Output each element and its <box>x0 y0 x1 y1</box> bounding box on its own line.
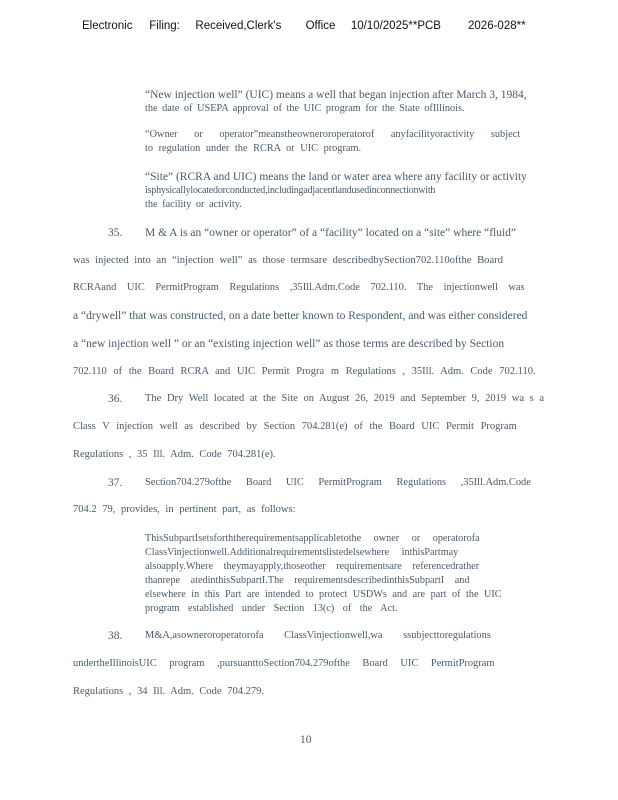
definition-owner-operator <box>145 128 547 156</box>
paragraph-line: Regulations , 34 Ill. Adm. Code 704.279. <box>73 686 264 697</box>
paragraph-line: M & A is an “owner or operator” of a “facility” located on a “site” where “fluid” <box>145 227 517 239</box>
definition-line: “New injection well” (UIC) means a well that began injection after March 3, 1984, <box>145 89 527 101</box>
header-part: 10/10/2025**PCB <box>350 20 441 32</box>
paragraph-line: 704.2 79, provides, in pertinent part, as follows: <box>73 504 296 515</box>
quote-line: ThisSubpartIsetsforththerequirementsapplicabletothe owner or operatorofa <box>145 533 480 544</box>
definition-line: to regulation under the RCRA or UIC program. <box>145 143 362 154</box>
quote-line: program established under Section 13(c) of the Act. <box>145 603 398 614</box>
filing-header <box>82 20 526 32</box>
header-part: Electronic <box>82 20 133 32</box>
definition-line: isphysicallylocatedorconducted,includingadjacentlandusedinconnectionwith <box>145 185 436 196</box>
paragraph-line: 702.110 of the Board RCRA and UIC Permit Progra m Regulations , 35Ill. Adm. Code 702.110. <box>73 366 536 377</box>
quote-line: ClassVinjectionwell.Additionalrequirementslistedelsewhere inthisPartmay <box>145 547 459 558</box>
header-part: 2026-028** <box>468 20 526 32</box>
paragraph-number: 36. <box>108 393 123 405</box>
paragraph-line: a “drywell” that was constructed, on a date better known to Respondent, and was either considered <box>73 310 528 322</box>
paragraph-line: M&A,asowneroroperatorofa ClassVinjectionwell,wa ssubjecttoregulations <box>145 630 491 641</box>
paragraph-number: 38. <box>108 630 123 642</box>
quote-line: thanrepe atedinthisSubpartI.The requirementsdescribedinthisSubpartI and <box>145 575 470 586</box>
definition-line: the facility or activity. <box>145 199 242 210</box>
definition-new-injection-well <box>145 88 547 116</box>
quote-line: elsewhere in this Part are intended to protect USDWs and are part of the UIC <box>145 589 502 600</box>
paragraph-line: Regulations , 35 Ill. Adm. Code 704.281(e). <box>73 449 276 460</box>
paragraph-line: a “new injection well ” or an “existing injection well” as those terms are described by Section <box>73 338 505 350</box>
definition-line: “Site” (RCRA and UIC) means the land or water area where any facility or activity <box>145 171 527 183</box>
header-part: Office <box>305 20 336 32</box>
definition-site <box>145 170 547 212</box>
paragraph-line: Class V injection well as described by Section 704.281(e) of the Board UIC Permit Program <box>73 421 517 432</box>
definition-line: “Owner or operator”meanstheowneroroperatorof anyfacilityoractivity subject <box>145 129 521 140</box>
header-part: Received,Clerk's <box>195 20 282 32</box>
paragraph-number: 35. <box>108 227 123 239</box>
paragraph-number: 37. <box>108 477 123 489</box>
paragraph-line: undertheIllinoisUIC program ,pursuanttoSection704.279ofthe Board UIC PermitProgram <box>73 658 495 669</box>
paragraph-line: The Dry Well located at the Site on August 26, 2019 and September 9, 2019 wa s a <box>145 393 545 404</box>
quote-line: alsoapply.Where theymayapply,thoseother requirementsare referencedrather <box>145 561 480 572</box>
header-part: Filing: <box>149 20 180 32</box>
paragraph-line: was injected into an “injection well” as those termsare describedbySection702.110ofthe Board <box>73 255 503 266</box>
paragraph-line: RCRAand UIC PermitProgram Regulations ,35Ill.Adm.Code 702.110. The injectionwell was <box>73 282 525 293</box>
paragraph-line: Section704.279ofthe Board UIC PermitProgram Regulations ,35Ill.Adm.Code <box>145 477 531 488</box>
block-quote <box>145 532 505 616</box>
definition-line: the date of USEPA approval of the UIC program for the State ofIllinois. <box>145 103 465 114</box>
page-number: 10 <box>300 734 312 746</box>
